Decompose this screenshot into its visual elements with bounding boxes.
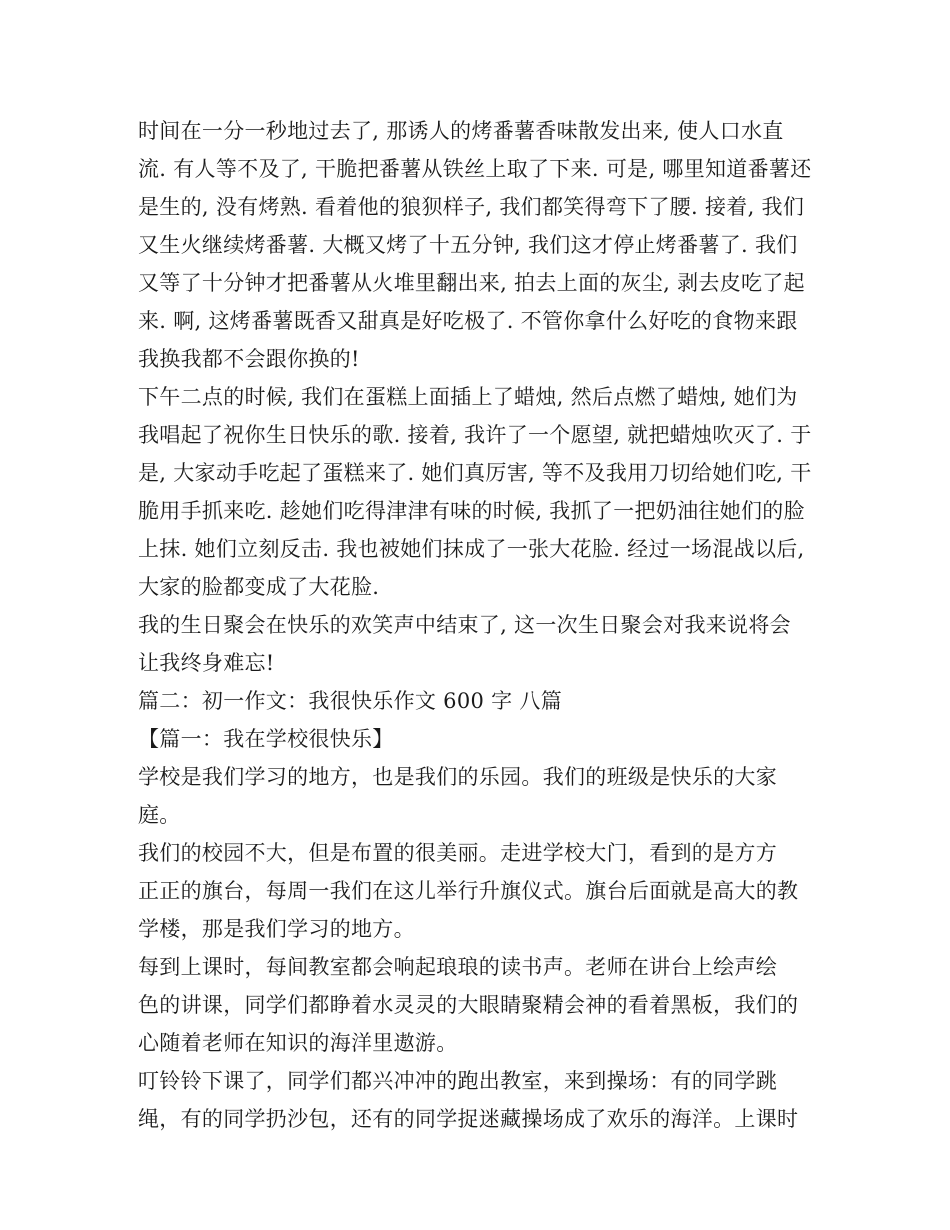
text-line: 我的生日聚会在快乐的欢笑声中结束了, 这一次生日聚会对我来说将会 bbox=[138, 613, 791, 637]
text-line: 绳，有的同学扔沙包，还有的同学捉迷藏操场成了欢乐的海洋。上课时 bbox=[138, 1107, 799, 1131]
text-line: 色的讲课，同学们都睁着水灵灵的大眼睛聚精会神的看着黑板，我们的 bbox=[138, 993, 799, 1017]
text-line: 大家的脸都变成了大花脸. bbox=[138, 575, 380, 599]
text-line: 学校是我们学习的地方，也是我们的乐园。我们的班级是快乐的大家 bbox=[138, 765, 777, 789]
text-line: 我换我都不会跟你换的! bbox=[138, 347, 360, 371]
text-line: 正正的旗台，每周一我们在这儿举行升旗仪式。旗台后面就是高大的教 bbox=[138, 879, 799, 903]
text-line: 心随着老师在知识的海洋里遨游。 bbox=[138, 1031, 458, 1055]
text-line: 又等了十分钟才把番薯从火堆里翻出来, 拍去上面的灰尘, 剥去皮吃了起 bbox=[138, 271, 805, 295]
text-line: 流. 有人等不及了, 干脆把番薯从铁丝上取了下来. 可是, 哪里知道番薯还 bbox=[138, 157, 812, 181]
text-line: 是, 大家动手吃起了蛋糕来了. 她们真厉害, 等不及我用刀切给她们吃, 干 bbox=[138, 461, 812, 485]
text-line: 学楼，那是我们学习的地方。 bbox=[138, 917, 415, 941]
text-line: 来. 啊, 这烤番薯既香又甜真是好吃极了. 不管你拿什么好吃的食物来跟 bbox=[138, 309, 798, 333]
text-line: 我们的校园不大，但是布置的很美丽。走进学校大门，看到的是方方 bbox=[138, 841, 777, 865]
text-line: 是生的, 没有烤熟. 看着他的狼狈样子, 我们都笑得弯下了腰. 接着, 我们 bbox=[138, 195, 805, 219]
text-line: 庭。 bbox=[138, 803, 181, 827]
text-line: 我唱起了祝你生日快乐的歌. 接着, 我许了一个愿望, 就把蜡烛吹灭了. 于 bbox=[138, 423, 812, 447]
text-line: 又生火继续烤番薯. 大概又烤了十五分钟, 我们这才停止烤番薯了. 我们 bbox=[138, 233, 798, 257]
text-line: 每到上课时，每间教室都会响起琅琅的读书声。老师在讲台上绘声绘 bbox=[138, 955, 777, 979]
subsection-heading: 【篇一：我在学校很快乐】 bbox=[138, 727, 394, 751]
text-line: 脆用手抓来吃. 趁她们吃得津津有味的时候, 我抓了一把奶油往她们的脸 bbox=[138, 499, 805, 523]
text-line: 让我终身难忘! bbox=[138, 651, 275, 675]
text-line: 下午二点的时候, 我们在蛋糕上面插上了蜡烛, 然后点燃了蜡烛, 她们为 bbox=[138, 385, 798, 409]
text-line: 时间在一分一秒地过去了, 那诱人的烤番薯香味散发出来, 使人口水直 bbox=[138, 119, 784, 143]
text-line: 上抹. 她们立刻反击. 我也被她们抹成了一张大花脸. 经过一场混战以后, bbox=[138, 537, 805, 561]
section-heading: 篇二：初一作文：我很快乐作文 600 字 八篇 bbox=[138, 689, 563, 713]
text-line: 叮铃铃下课了，同学们都兴冲冲的跑出教室，来到操场：有的同学跳 bbox=[138, 1069, 777, 1093]
